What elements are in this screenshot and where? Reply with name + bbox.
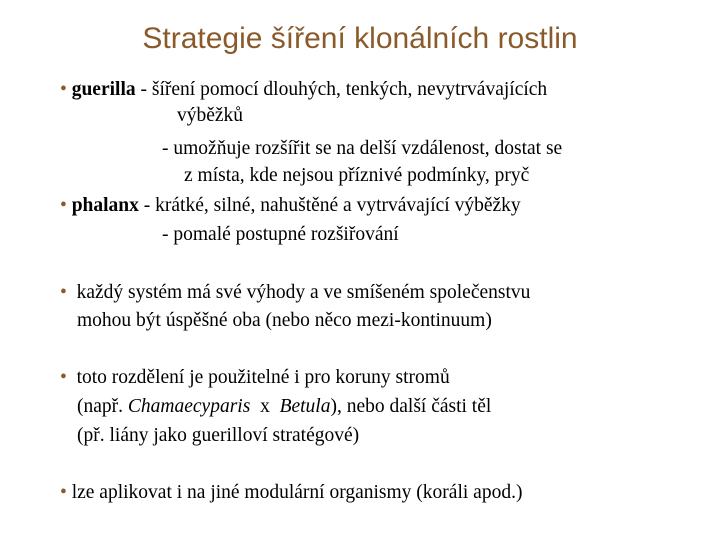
trees-text-suffix: ), nebo další části těl (330, 396, 492, 417)
modular-text-1: lze aplikovat i na jiné modulární organismy (koráli apod.) (71, 482, 523, 503)
guerilla-line-1 (60, 80, 547, 100)
system-line-2: mohou být úspěšné oba (nebo něco mezi-kontinuum) (77, 310, 492, 331)
phalanx-text-1: - krátké, silné, nahuštěné a vytrvávající výběžky (138, 195, 521, 216)
bullet-icon: • (60, 282, 67, 303)
trees-text-1: toto rozdělení je použitelné i pro koruny stromů (76, 367, 450, 388)
trees-separator: x (250, 396, 280, 417)
slide-title: Strategie šíření klonálních rostlin (142, 22, 578, 55)
trees-text-prefix: (např. (77, 396, 128, 417)
guerilla-line-2: výběžků (177, 105, 244, 126)
trees-line-1 (60, 368, 450, 388)
bullet-icon: • (60, 195, 67, 216)
phalanx-line-1 (60, 196, 521, 216)
phalanx-term: phalanx (71, 195, 139, 216)
phalanx-line-2: - pomalé postupné rozšiřování (162, 224, 399, 245)
modular-line-1 (60, 483, 522, 503)
guerilla-term: guerilla (71, 79, 136, 100)
bullet-icon: • (60, 367, 67, 388)
bullet-icon: • (60, 482, 67, 503)
trees-line-3: (př. liány jako guerilloví stratégové) (77, 425, 360, 446)
guerilla-line-3: - umožňuje rozšířit se na delší vzdálenost, dostat se (162, 138, 563, 159)
guerilla-line-4: z místa, kde nejsou příznivé podmínky, pryč (184, 165, 530, 186)
bullet-icon: • (60, 79, 67, 100)
system-line-1 (60, 283, 530, 303)
system-text-1: každý systém má své výhody a ve smíšeném společenstvu (76, 282, 531, 303)
guerilla-text-1: - šíření pomocí dlouhých, tenkých, nevytrvávajících (135, 79, 548, 100)
genus-chamaecyparis: Chamaecyparis (127, 396, 251, 417)
genus-betula: Betula (279, 396, 331, 417)
trees-line-2 (77, 397, 491, 417)
